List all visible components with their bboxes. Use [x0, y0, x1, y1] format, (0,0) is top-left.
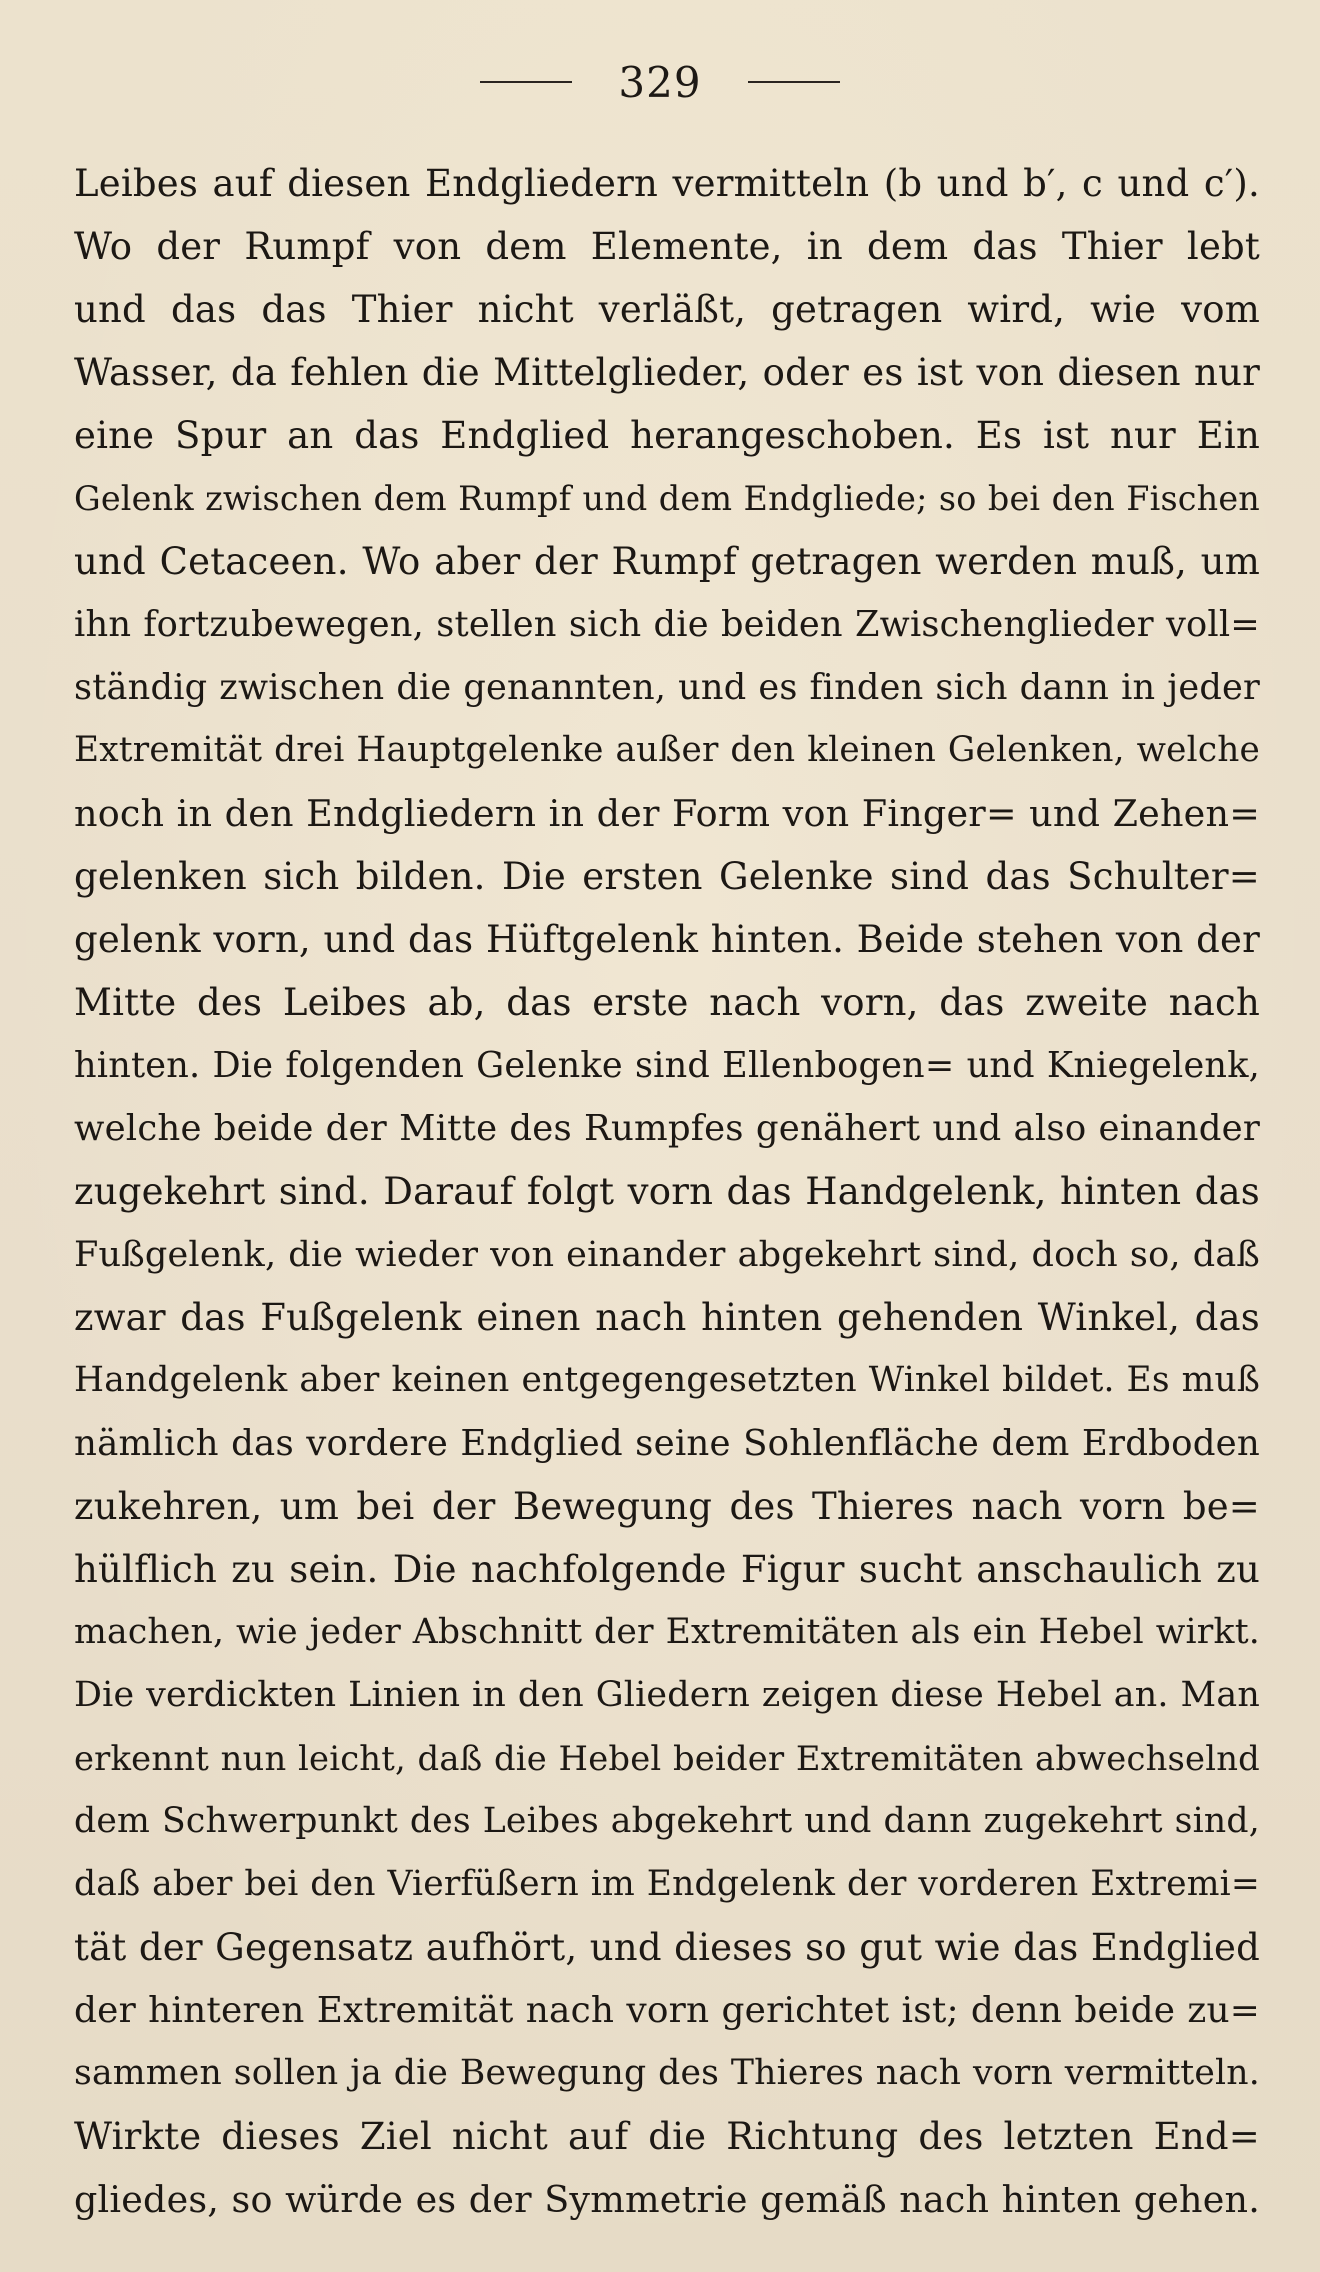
page-header: [0, 52, 1320, 112]
text-line: Leibes auf diesen Endgliedern vermitteln (b und b′, c und c′).: [74, 162, 1260, 205]
text-line: Extremität drei Hauptgelenke außer den kleinen Gelenken, welche: [74, 730, 1260, 770]
body-text: [74, 152, 1260, 2221]
text-line: Fußgelenk, die wieder von einander abgekehrt sind, doch so, daß: [74, 1234, 1260, 1275]
text-line: gelenk vorn, und das Hüftgelenk hinten. Beide stehen von der: [74, 918, 1260, 961]
text-line: zugekehrt sind. Darauf folgt vorn das Handgelenk, hinten das: [74, 1170, 1260, 1213]
text-line: dem Schwerpunkt des Leibes abgekehrt und dann zugekehrt sind,: [74, 1801, 1260, 1841]
header-rule-right: [748, 81, 840, 83]
text-line: zukehren, um bei der Bewegung des Thieres nach vorn be=: [74, 1485, 1260, 1528]
text-line: nämlich das vordere Endglied seine Sohlenfläche dem Erdboden: [74, 1423, 1260, 1464]
text-line: machen, wie jeder Abschnitt der Extremitäten als ein Hebel wirkt.: [74, 1612, 1260, 1652]
text-line: Die verdickten Linien in den Gliedern zeigen diese Hebel an. Man: [74, 1675, 1260, 1715]
text-line: Wasser, da fehlen die Mittelglieder, oder es ist von diesen nur: [74, 351, 1260, 394]
text-line: daß aber bei den Vierfüßern im Endgelenk der vorderen Extremi=: [74, 1864, 1260, 1904]
text-line: ständig zwischen die genannten, und es finden sich dann in jeder: [74, 667, 1260, 708]
text-line: Mitte des Leibes ab, das erste nach vorn, das zweite nach: [74, 981, 1260, 1024]
text-line: hinten. Die folgenden Gelenke sind Ellenbogen= und Kniegelenk,: [74, 1045, 1260, 1086]
page-number: 329: [618, 57, 702, 107]
text-line: Wo der Rumpf von dem Elemente, in dem das Thier lebt: [74, 225, 1260, 268]
text-line: der hinteren Extremität nach vorn gerichtet ist; denn beide zu=: [74, 1990, 1260, 2031]
text-line: sammen sollen ja die Bewegung des Thieres nach vorn vermitteln.: [74, 2053, 1260, 2093]
text-line: erkennt nun leicht, daß die Hebel beider Extremitäten abwechselnd: [74, 1739, 1260, 1778]
text-line: noch in den Endgliedern in der Form von Finger= und Zehen=: [74, 792, 1260, 835]
text-line: gliedes, so würde es der Symmetrie gemäß nach hinten gehen.: [74, 2178, 1260, 2221]
text-line: und Cetaceen. Wo aber der Rumpf getragen werden muß, um: [74, 540, 1260, 583]
text-line: tät der Gegensatz aufhört, und dieses so gut wie das Endglied: [74, 1926, 1260, 1969]
header-rule-left: [480, 81, 572, 83]
text-line: gelenken sich bilden. Die ersten Gelenke sind das Schulter=: [74, 855, 1260, 898]
text-line: Wirkte dieses Ziel nicht auf die Richtung des letzten End=: [74, 2115, 1260, 2158]
text-line: welche beide der Mitte des Rumpfes genähert und also einander: [74, 1108, 1260, 1149]
text-line: Handgelenk aber keinen entgegengesetzten Winkel bildet. Es muß: [74, 1360, 1260, 1400]
text-line: Gelenk zwischen dem Rumpf und dem Endgliede; so bei den Fischen: [74, 479, 1260, 518]
text-line: hülflich zu sein. Die nachfolgende Figur sucht anschaulich zu: [74, 1548, 1260, 1591]
text-line: und das das Thier nicht verläßt, getragen wird, wie vom: [74, 288, 1260, 331]
text-line: eine Spur an das Endglied herangeschoben. Es ist nur Ein: [74, 414, 1260, 457]
text-line: zwar das Fußgelenk einen nach hinten gehenden Winkel, das: [74, 1296, 1260, 1339]
text-line: ihn fortzubewegen, stellen sich die beiden Zwischenglieder voll=: [74, 604, 1260, 645]
